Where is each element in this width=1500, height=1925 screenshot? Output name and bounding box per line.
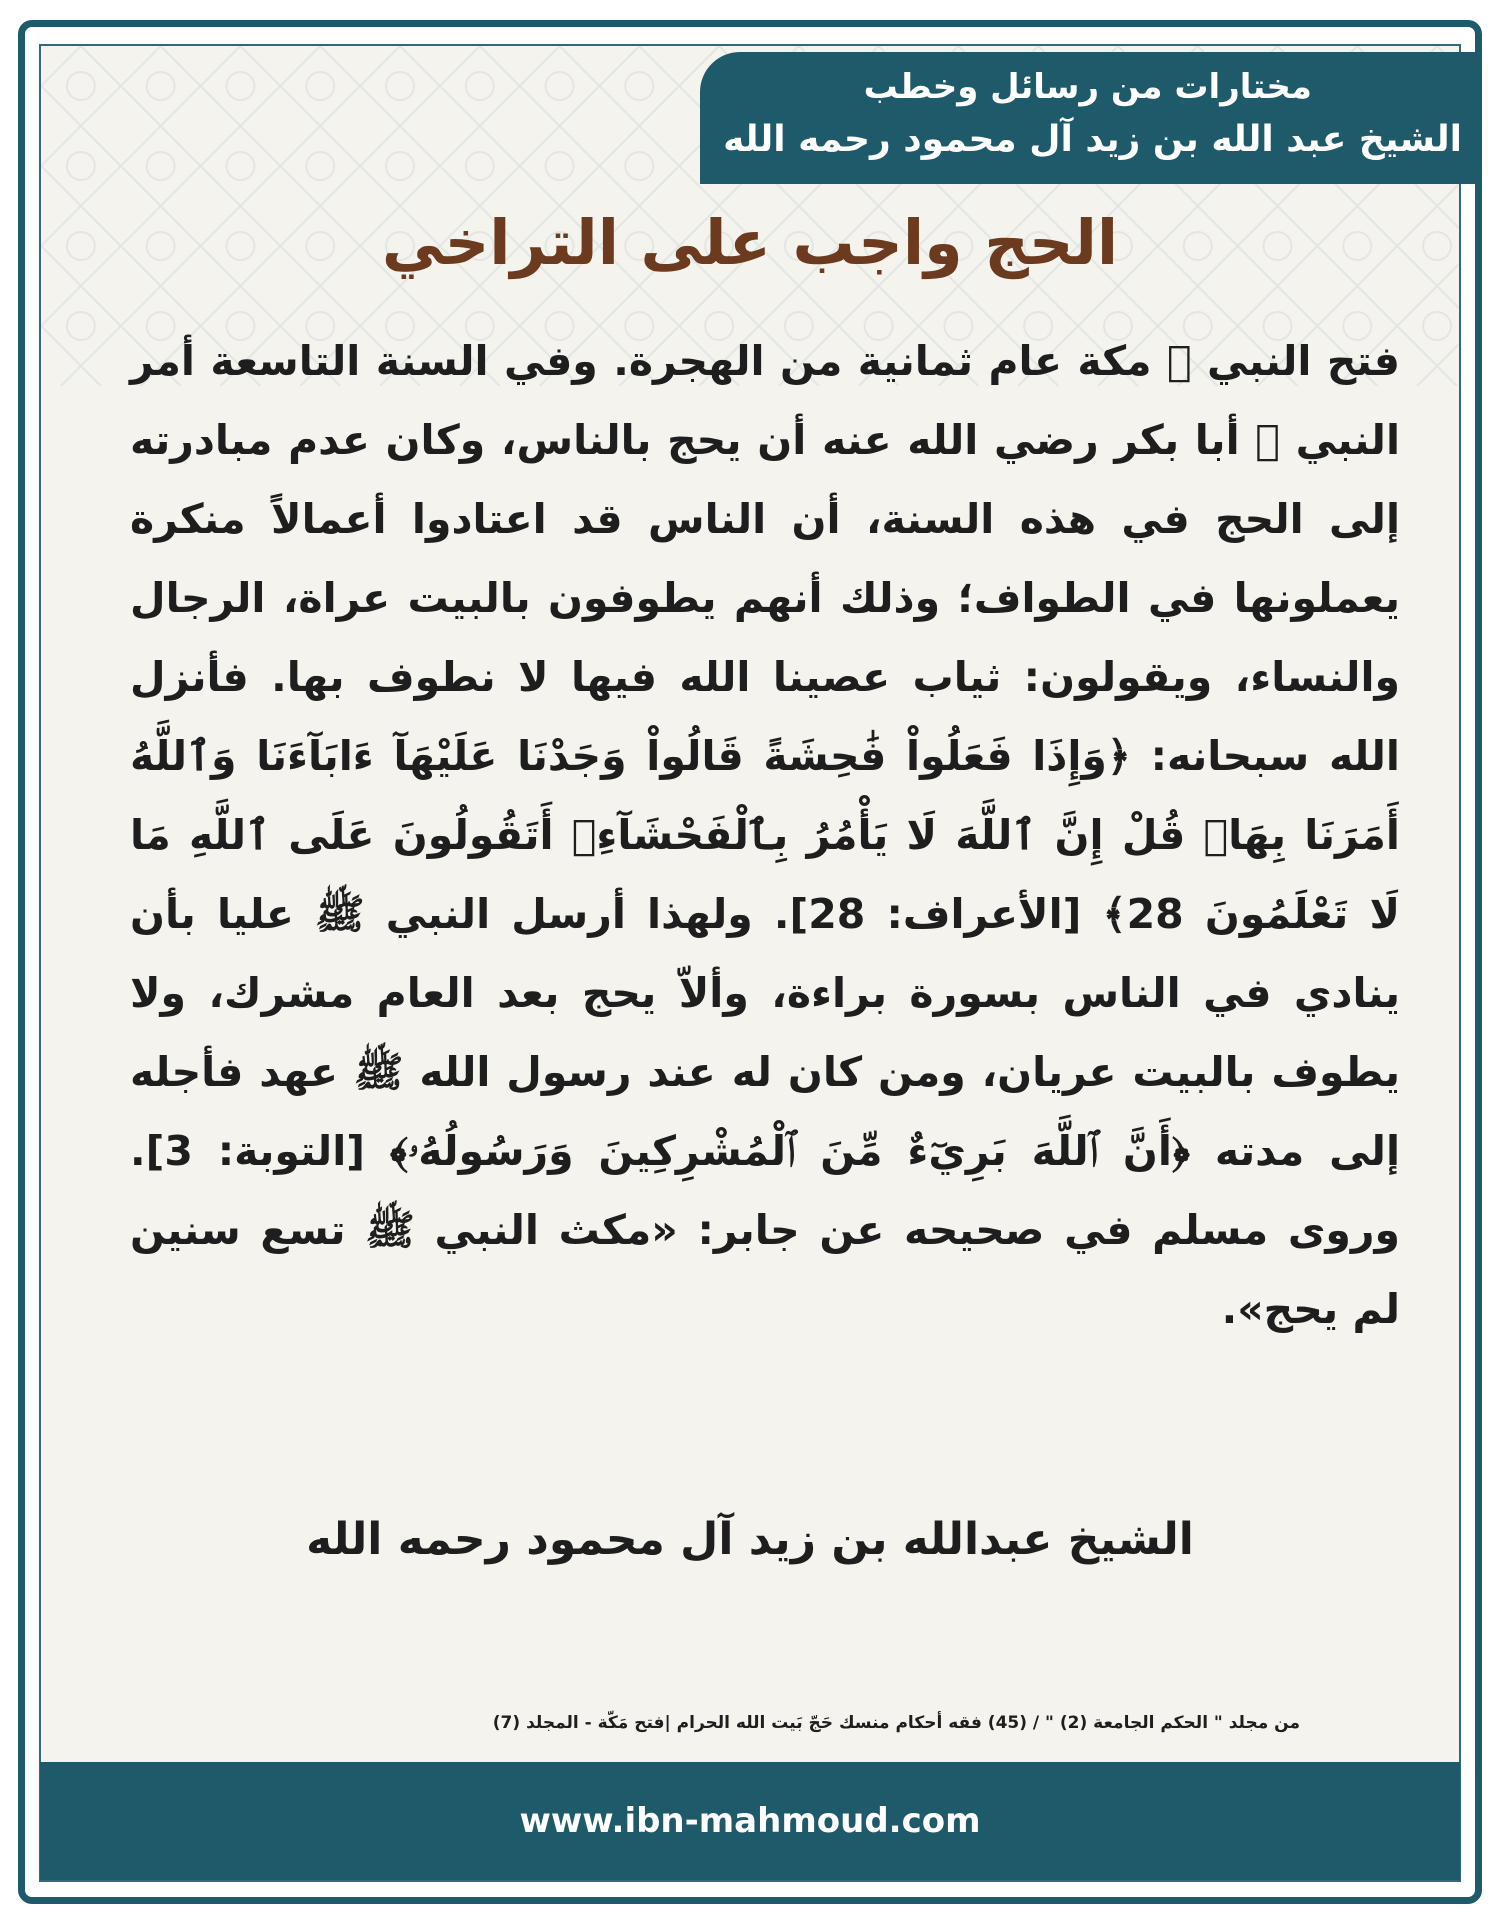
body-paragraph: فتح النبي ﷺ مكة عام ثمانية من الهجرة. وفي السنة التاسعة أمر النبي ﷺ أبا بكر رضي الله عنه أن يحج بالناس، وكان عدم مبادرته إلى الحج في هذه السنة، أن الناس قد اعتادوا أعمالاً منكرة يعملونها في الطواف؛ وذلك أنهم يطوفون بالبيت عراة، الرجال والنساء، ويقولون: ثياب عصينا الله فيها لا نطوف بها. فأنزل الله سبحانه: ﴿وَإِذَا فَعَلُواْ فَٰحِشَةً قَالُواْ وَجَدْنَا عَلَيْهَآ ءَابَآءَنَا وَٱللَّهُ أَمَرَنَا بِهَاۗ قُلْ إِنَّ ٱللَّهَ لَا يَأْمُرُ بِٱلْفَحْشَآءِۖ أَتَقُولُونَ عَلَى ٱللَّهِ مَا لَا تَعْلَمُونَ 28﴾ [الأعراف: 28]. ولهذا أرسل النبي ﷺ عليا بأن ينادي في الناس بسورة براءة، وألاّ يحج بعد العام مشرك، ولا يطوف بالبيت عريان، ومن كان له عند رسول الله ﷺ عهد فأجله إلى مدته ﴿أَنَّ ٱللَّهَ بَرِيٓءٌ مِّنَ ٱلْمُشْرِكِينَ وَرَسُولُهُۥ﴾ [التوبة: 3]. وروى مسلم في صحيحه عن جابر: «مكث النبي ﷺ تسع سنين لم يحج». — [130, 337, 1401, 1333]
page-title: الحج واجب على التراخي — [381, 206, 1119, 279]
footer-band — [40, 1762, 1460, 1880]
header-author: الشيخ عبد الله بن زيد آل محمود رحمه الله — [723, 119, 1462, 160]
header-subtitle: مختارات من رسائل وخطب — [863, 67, 1312, 107]
header-banner — [700, 52, 1480, 184]
signature: الشيخ عبدالله بن زيد آل محمود رحمه الله — [306, 1514, 1194, 1565]
website-link[interactable]: www.ibn-mahmoud.com — [519, 1801, 981, 1841]
source-citation: من مجلد " الحكم الجامعة (2) " / (45) فقه أحكام منسك حَجّ بَيت الله الحرام |فتح مَكّة - المجلد (7) — [492, 1713, 1300, 1733]
